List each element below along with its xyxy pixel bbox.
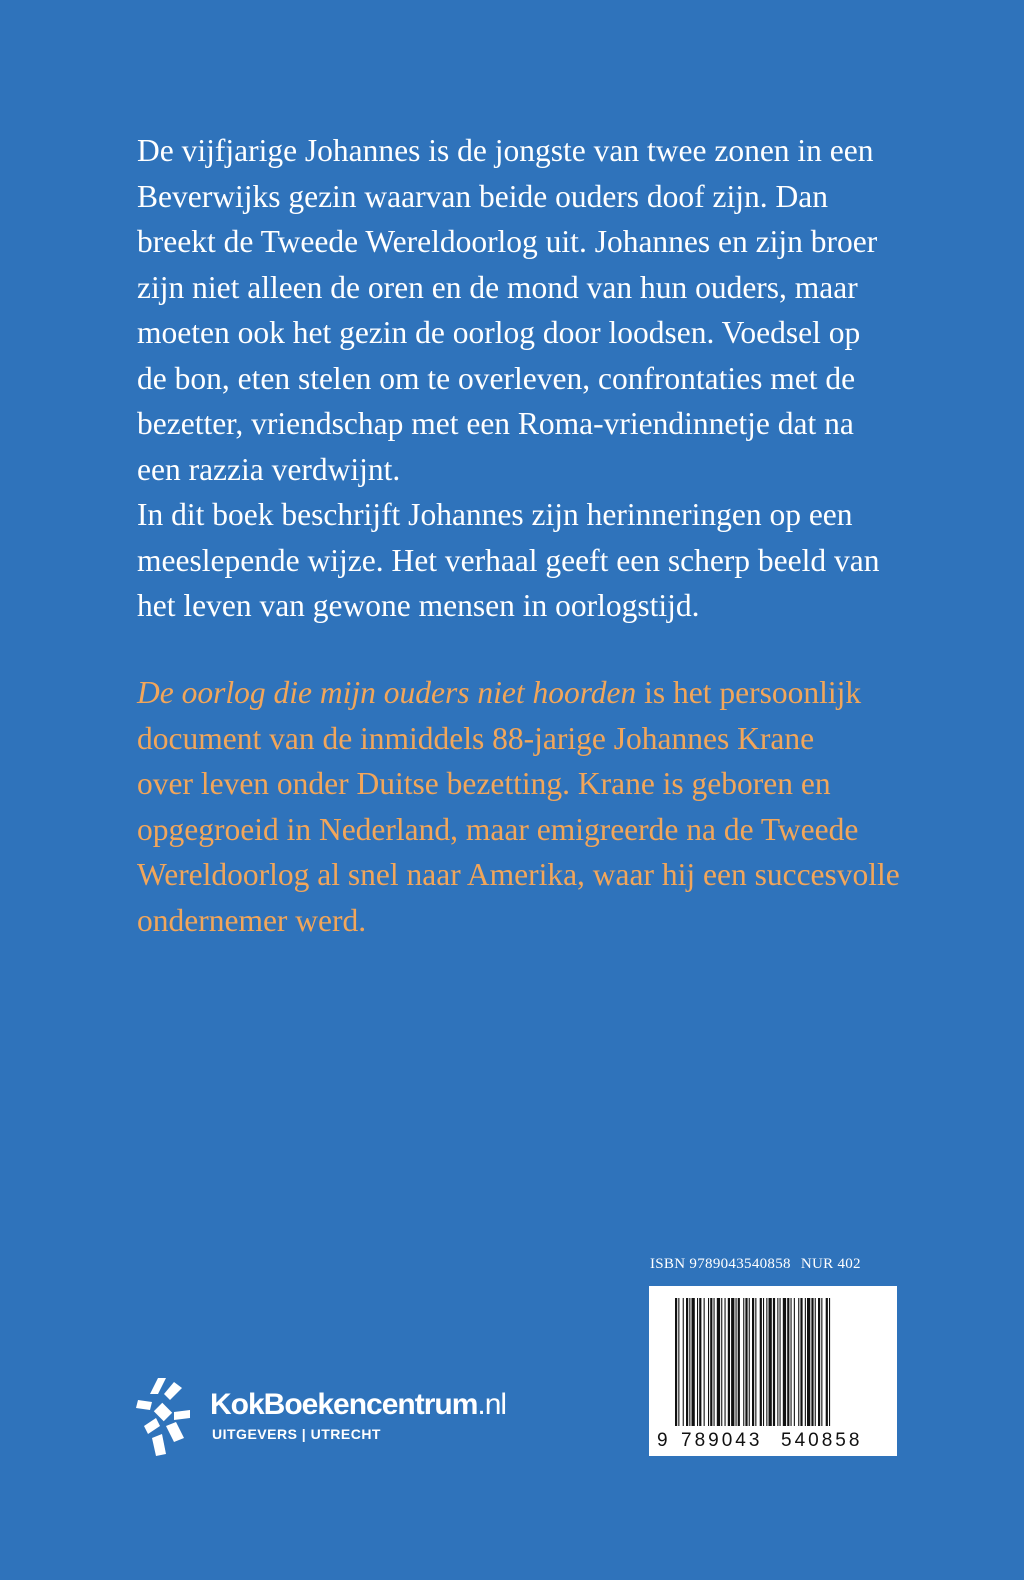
barcode-bar — [800, 1298, 802, 1426]
barcode-bar — [721, 1298, 722, 1426]
barcode-bar — [777, 1298, 778, 1426]
barcode-bar — [678, 1298, 679, 1426]
publisher-name-main: KokBoekencentrum — [210, 1388, 478, 1421]
barcode-bar — [728, 1298, 730, 1426]
barcode-bar — [780, 1298, 781, 1426]
blurb-line: de bon, eten stelen om te overleven, confrontaties met de — [137, 360, 856, 396]
barcode-bar — [708, 1298, 709, 1426]
barcode-bar — [805, 1298, 806, 1426]
barcode-bar — [725, 1298, 726, 1426]
barcode-bar — [689, 1298, 690, 1426]
barcode-bar — [769, 1298, 772, 1426]
barcode-bar — [755, 1298, 756, 1426]
publisher-name-tld: .nl — [477, 1388, 507, 1421]
isbn-number: ISBN 9789043540858 — [650, 1256, 791, 1272]
barcode-digit-lead: 9 — [657, 1430, 668, 1451]
barcode-bar — [738, 1298, 740, 1426]
publisher-logo — [136, 1376, 536, 1466]
author-note-line-rest: is het persoonlijk — [636, 675, 862, 710]
barcode-bar — [815, 1298, 816, 1426]
blurb-line: een razzia verdwijnt. — [137, 451, 401, 487]
blurb-line: zijn niet alleen de oren en de mond van hun ouders, maar — [137, 269, 858, 305]
barcode-bar — [783, 1298, 786, 1426]
blurb-line: moeten ook het gezin de oorlog door loodsen. Voedsel op — [137, 315, 861, 350]
barcode-bar — [798, 1298, 799, 1426]
barcode-bar — [692, 1298, 695, 1426]
blurb-text — [137, 128, 907, 629]
barcode-bar — [829, 1298, 830, 1426]
barcode-bar — [763, 1298, 764, 1426]
blurb-line: het leven van gewone mensen in oorlogstijd. — [137, 588, 700, 623]
barcode — [649, 1286, 897, 1456]
barcode-bar — [818, 1298, 820, 1426]
barcode-bar — [704, 1298, 705, 1426]
blurb-line: bezetter, vriendschap met een Roma-vriendinnetje dat na — [137, 406, 854, 441]
book-title: De oorlog die mijn ouders niet hoorden — [137, 675, 637, 710]
author-note-line: opgegroeid in Nederland, maar emigreerde na de Tweede — [137, 811, 859, 847]
barcode-bar — [683, 1298, 684, 1426]
barcode-bar — [766, 1298, 767, 1426]
barcode-bar — [717, 1298, 720, 1426]
author-note-line: ondernemer werd. — [137, 902, 367, 938]
barcode-bar — [736, 1298, 737, 1426]
isbn-nur-line — [650, 1256, 900, 1273]
author-note-line — [137, 670, 907, 716]
kok-boekencentrum-logo-icon — [136, 1376, 190, 1456]
barcode-digit-group-left: 789043 — [681, 1430, 763, 1451]
barcode-bar — [710, 1298, 712, 1426]
author-note-line: over leven onder Duitse bezetting. Krane is geboren en — [137, 766, 831, 801]
barcode-bar — [675, 1298, 677, 1426]
barcode-bar — [752, 1298, 754, 1426]
blurb-line: De vijfjarige Johannes is de jongste van twee zonen in een — [137, 133, 874, 168]
barcode-bar — [686, 1298, 688, 1426]
barcode-bar — [773, 1298, 775, 1426]
barcode-bar — [745, 1298, 747, 1426]
blurb-line: meeslepende wijze. Het verhaal geeft een scherp beeld van — [137, 542, 880, 578]
blurb-line: Beverwijks gezin waarvan beide ouders doof zijn. Dan — [137, 178, 829, 214]
barcode-digit-group-right: 540858 — [781, 1430, 863, 1451]
blurb-line: breekt de Tweede Wereldoorlog uit. Johannes en zijn broer — [137, 224, 878, 259]
barcode-bar — [791, 1298, 792, 1426]
publisher-name — [210, 1388, 506, 1422]
barcode-bar — [787, 1298, 789, 1426]
barcode-bar — [826, 1298, 828, 1426]
blurb-line: In dit boek beschrijft Johannes zijn herinneringen op een — [137, 497, 853, 532]
barcode-bar — [749, 1298, 750, 1426]
publisher-subline: UITGEVERS | UTRECHT — [212, 1426, 381, 1442]
author-note-line: Wereldoorlog al snel naar Amerika, waar hij een succesvolle — [137, 857, 900, 892]
barcode-bar — [760, 1298, 762, 1426]
author-note-text — [137, 670, 907, 943]
barcode-bar — [731, 1298, 734, 1426]
barcode-digits — [649, 1430, 897, 1454]
barcode-bar — [794, 1298, 795, 1426]
barcode-bar — [807, 1298, 810, 1426]
barcode-bar — [699, 1298, 701, 1426]
barcode-bar — [821, 1298, 822, 1426]
nur-code: NUR 402 — [800, 1256, 861, 1272]
author-note-line: document van de inmiddels 88-jarige Johannes Krane — [137, 720, 815, 756]
barcode-bar — [697, 1298, 698, 1426]
barcode-bar — [714, 1298, 715, 1426]
barcode-bar — [743, 1298, 744, 1426]
barcode-bar — [811, 1298, 813, 1426]
